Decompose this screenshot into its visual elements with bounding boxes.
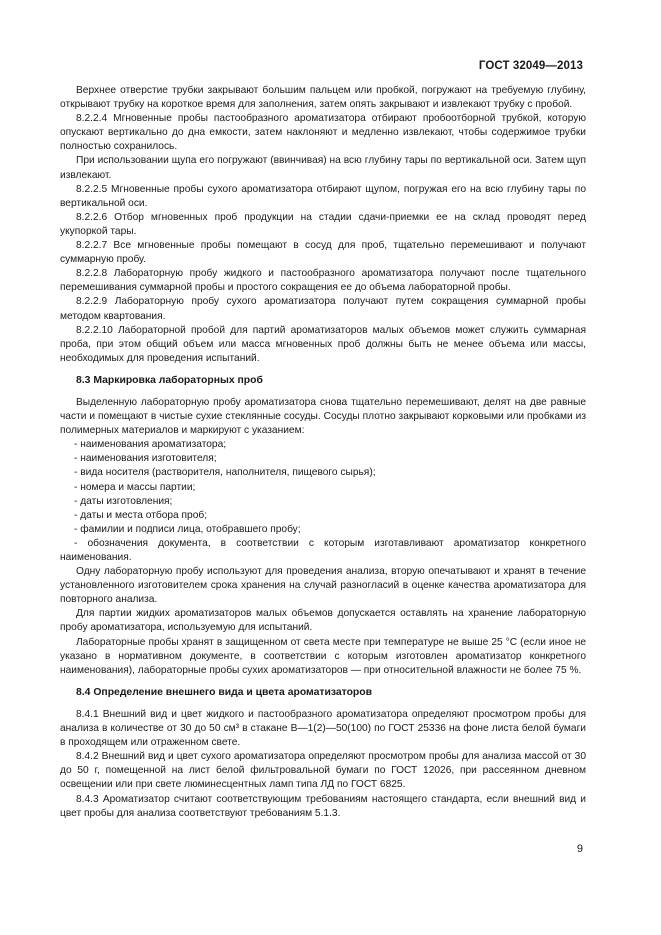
paragraph: Лабораторные пробы хранят в защищенном от света месте при температуре не выше 25 °С (если иное не указано в нормативном документе, в соответствии с которым изготовлен ароматизатор конкретного наименования), лабораторные пробы сухих ароматизаторов — при относительной влажности не более 75 %. [60, 636, 586, 676]
paragraph: 8.2.2.9 Лабораторную пробу сухого ароматизатора получают путем сокращения суммарной пробы методом квартования. [60, 296, 586, 322]
paragraph: 8.4.3 Ароматизатор считают соответствующим требованиям настоящего стандарта, если внешний вид и цвет пробы для анализа соответствуют требованиям 5.1.3. [60, 793, 586, 819]
list-item: - наименования ароматизатора; [74, 439, 227, 451]
list-item: - даты и места отбора проб; [74, 509, 208, 521]
list-item: - фамилии и подписи лица, отобравшего пробу; [74, 523, 301, 535]
paragraph: 8.2.2.4 Мгновенные пробы пастообразного ароматизатора отбирают пробоотборной трубкой, которую опускают вертикально до дна емкости, затем наклоняют и медленно извлекают, чтобы содержимое трубки полностью сохранилось. [60, 113, 586, 153]
paragraph: Выделенную лабораторную пробу ароматизатора снова тщательно перемешивают, делят на две равные части и помещают в чистые сухие стеклянные сосуды. Сосуды плотно закрывают корковыми или пробками из полимерных материалов и маркируют с указанием: [60, 396, 586, 437]
list-item: - обозначения документа, в соответствии с которым изготавливают ароматизатор конкретного наименования. [60, 537, 586, 563]
paragraph: При использовании щупа его погружают (ввинчивая) на всю глубину тары по вертикальной оси. Затем щуп извлекают. [60, 155, 586, 181]
document-id-header: ГОСТ 32049—2013 [478, 60, 583, 72]
paragraph: 8.2.2.8 Лабораторную пробу жидкого и пастообразного ароматизатора получают после тщательного перемешивания суммарной пробы и простого сокращения ее до объема лабораторной пробы. [60, 268, 586, 294]
section-heading-8-4: 8.4 Определение внешнего вида и цвета ароматизаторов [76, 686, 373, 698]
list-item: - даты изготовления; [74, 495, 173, 507]
paragraph: 8.4.1 Внешний вид и цвет жидкого и пастообразного ароматизатора определяют просмотром пробы для анализа в количестве от 30 до 50 см³ в стакане В—1(2)—50(100) по ГОСТ 25336 на фоне листа белой бумаги в проходящем или отраженном свете. [60, 708, 586, 749]
page-body [60, 84, 586, 821]
paragraph: 8.2.2.6 Отбор мгновенных проб продукции на стадии сдачи-приемки ее на склад проводят перед укупоркой тары. [60, 211, 586, 237]
section-heading-8-3: 8.3 Маркировка лабораторных проб [76, 374, 263, 386]
list-item: - вида носителя (растворителя, наполнителя, пищевого сырья); [74, 467, 376, 479]
paragraph: Одну лабораторную пробу используют для проведения анализа, вторую опечатывают и хранят в течение установленного изготовителем срока хранения на случай разногласий в оценке качества ароматизатора для повторного анализа. [60, 566, 586, 606]
list-item: - номера и массы партии; [74, 481, 196, 493]
paragraph: Верхнее отверстие трубки закрывают большим пальцем или пробкой, погружают на требуемую глубину, открывают трубку на короткое время для заполнения, затем опять закрывают и извлекают трубку с пробой. [60, 85, 586, 111]
paragraph: 8.4.2 Внешний вид и цвет сухого ароматизатора определяют просмотром пробы для анализа массой от 30 до 50 г, помещенной на лист белой фильтровальной бумаги по ГОСТ 12026, при рассеянном дневном освещении или при свете люминесцентных ламп типа ЛД по ГОСТ 6825. [60, 751, 586, 791]
paragraph: 8.2.2.10 Лабораторной пробой для партий ароматизаторов малых объемов может служить суммарная проба, при этом общий объем или масса мгновенных проб должны быть не менее объема или массы, необходимых для проведения испытаний. [60, 324, 586, 364]
paragraph: 8.2.2.7 Все мгновенные пробы помещают в сосуд для проб, тщательно перемешивают и получают суммарную пробу. [60, 240, 586, 266]
paragraph: Для партии жидких ароматизаторов малых объемов допускается оставлять на хранение лабораторную пробу ароматизатора, используемую для испытаний. [60, 608, 586, 634]
list-item: - наименования изготовителя; [74, 453, 217, 465]
page-number: 9 [576, 843, 583, 855]
paragraph: 8.2.2.5 Мгновенные пробы сухого ароматизатора отбирают щупом, погружая его на всю глубину тары по вертикальной оси. [60, 183, 586, 209]
